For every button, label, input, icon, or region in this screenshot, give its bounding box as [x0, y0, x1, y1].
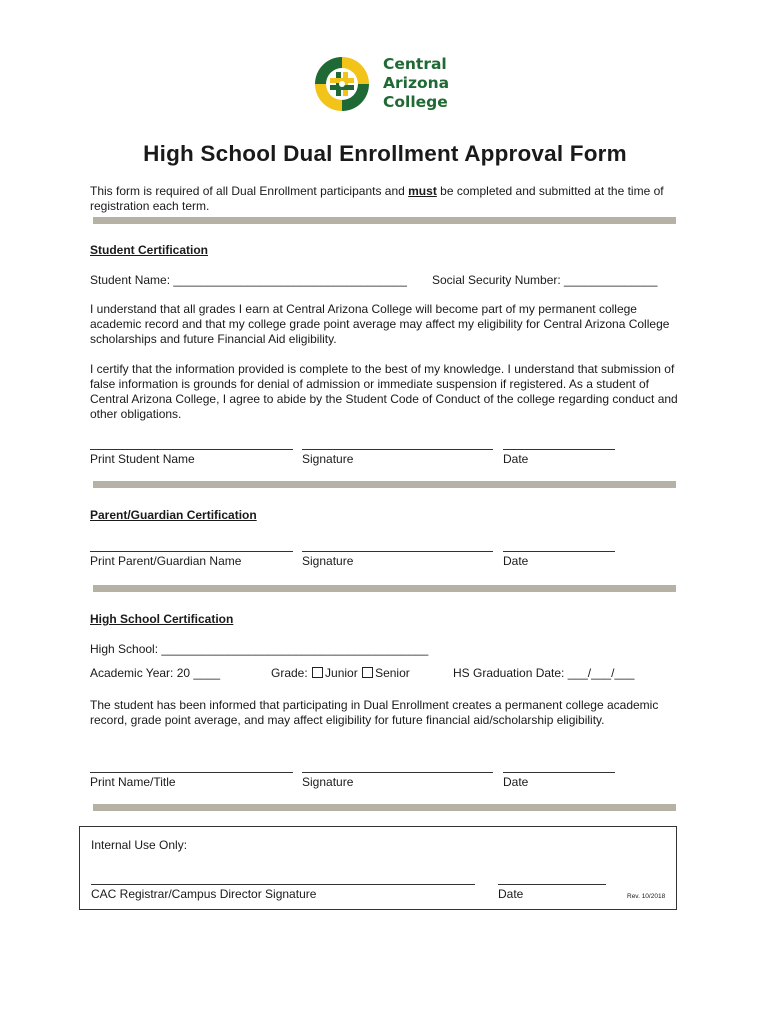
logo-line-1: Central [383, 55, 447, 73]
senior-label: Senior [375, 666, 410, 680]
highschool-paragraph: The student has been informed that participating in Dual Enrollment creates a permanent college academic record, grade point average, and may affect eligibility for future financial aid/scholarship eligibility. [90, 698, 659, 727]
highschool-signature-line[interactable] [302, 758, 493, 789]
intro-emphasis: must [408, 184, 437, 198]
parent-signature-line[interactable] [302, 537, 493, 568]
section-divider [93, 481, 676, 488]
logo-wordmark [383, 55, 449, 112]
grade-label: Grade: [271, 666, 308, 680]
internal-use-box [79, 826, 677, 910]
parent-date-line[interactable] [503, 537, 615, 568]
student-signature-label: Signature [302, 452, 354, 466]
internal-use-heading: Internal Use Only: [91, 838, 188, 852]
junior-checkbox[interactable] [312, 667, 323, 678]
student-date-label: Date [503, 452, 529, 466]
print-name-title-label: Print Name/Title [90, 775, 176, 789]
registrar-signature-label: CAC Registrar/Campus Director Signature [91, 887, 317, 901]
senior-checkbox[interactable] [362, 667, 373, 678]
section-divider [93, 217, 676, 224]
highschool-signature-label: Signature [302, 775, 354, 789]
student-name-field[interactable]: Student Name: ___________________________________ [90, 273, 407, 287]
parent-section-heading: Parent/Guardian Certification [90, 508, 257, 522]
parent-signature-label: Signature [302, 554, 354, 568]
print-student-name-line[interactable] [90, 435, 293, 466]
student-date-line[interactable] [503, 435, 615, 466]
high-school-field[interactable]: High School: ________________________________________ [90, 642, 429, 656]
parent-date-label: Date [503, 554, 529, 568]
section-divider [93, 585, 676, 592]
print-parent-name-label: Print Parent/Guardian Name [90, 554, 242, 568]
highschool-section-heading: High School Certification [90, 612, 234, 626]
student-signature-line[interactable] [302, 435, 493, 466]
junior-label: Junior [325, 666, 358, 680]
print-parent-name-line[interactable] [90, 537, 293, 568]
revision-label: Rev. 10/2018 [627, 893, 666, 900]
college-seal-icon [312, 54, 372, 114]
intro-text-end: be completed and submitted at the time of registration each term. [90, 184, 664, 213]
section-divider [93, 804, 676, 811]
logo-line-3: College [383, 93, 448, 111]
intro-text-start: This form is required of all Dual Enrollment participants and [90, 184, 409, 198]
internal-date-label: Date [498, 887, 524, 901]
student-grades-paragraph: I understand that all grades I earn at Central Arizona College will become part of my permanent college academic record and that my college grade point average may affect my eligibility for Central Arizona College scholarships and future Financial Aid eligibility. [90, 302, 670, 346]
internal-date-line[interactable] [498, 870, 606, 901]
student-certify-paragraph: I certify that the information provided is complete to the best of my knowledge. I understand that submission of false information is grounds for denial of admission or immediate suspension if registered. As a student of Central Arizona College, I agree to abide by the Student Code of Conduct of the college regarding conduct and other obligations. [90, 362, 678, 421]
ssn-field[interactable]: Social Security Number: ______________ [432, 273, 658, 287]
highschool-date-line[interactable] [503, 758, 615, 789]
print-name-title-line[interactable] [90, 758, 293, 789]
registrar-signature-line[interactable] [91, 870, 475, 901]
form-title: High School Dual Enrollment Approval Form [143, 141, 627, 166]
graduation-date-field[interactable]: HS Graduation Date: ___/___/___ [453, 666, 635, 680]
grade-field [271, 666, 410, 681]
academic-year-field[interactable]: Academic Year: 20 ____ [90, 666, 221, 680]
print-student-name-label: Print Student Name [90, 452, 195, 466]
highschool-date-label: Date [503, 775, 529, 789]
intro-paragraph [90, 184, 690, 214]
logo-line-2: Arizona [383, 74, 450, 92]
college-logo [312, 54, 482, 114]
student-section-heading: Student Certification [90, 243, 209, 257]
